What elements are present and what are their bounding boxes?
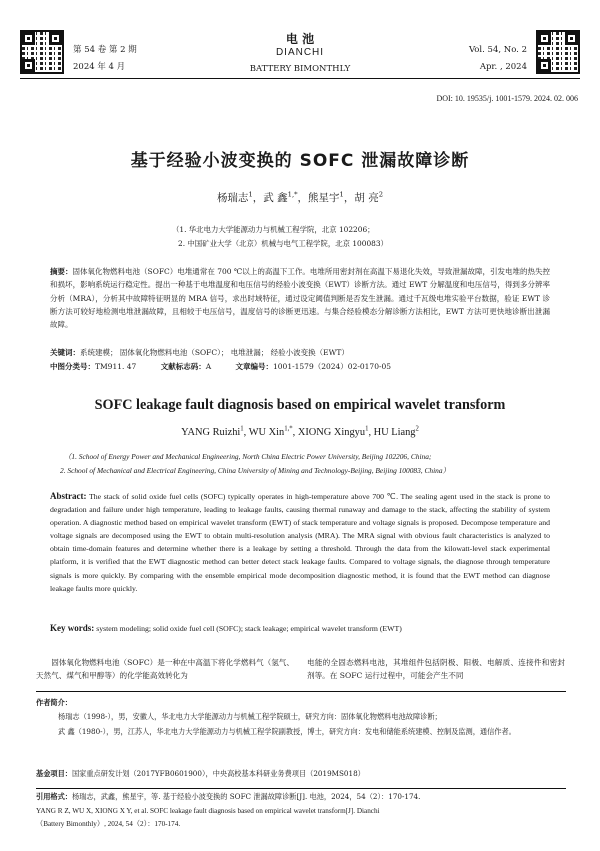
keywords-en-text: system modeling; solid oxide fuel cell (SOFC); stack leakage; empirical wavelet transform (EWT): [96, 624, 402, 633]
abstract-cn-text: 固体氧化物燃料电池（SOFC）电堆通常在 700 ℃以上的高温下工作。电堆所用密封剂在高温下易退化失效，导致泄漏故障，引发电堆的热失控和损坏，影响系统运行稳定性。提出一种基于电堆温度和电压信号的经验小波变换（EWT）诊断方法。通过 EWT 分解温度和电压信号，得到多分辨率分析（MRA），分析其中故障特征明显的 MRA 信号，求出时域特征，通过设定阈值判断是否发生泄漏。通过千瓦级电堆实验平台数据，验证 EWT 诊断方法可较好地检测电堆泄漏故障，且相较于电压信号，温度信号的诊断更迅速。与集合经验模态分解诊断方法相比，EWT 方法可更快地诊断出泄漏故障。: [50, 267, 550, 330]
title-cn: 基于经验小波变换的 SOFC 泄漏故障诊断: [130, 151, 470, 171]
keywords-en-label: Key words:: [50, 623, 95, 633]
about-author-label: 作者简介：: [36, 698, 72, 707]
abstract-en-text: The stack of solid oxide fuel cells (SOFC) typically operates in high-temperature above 700 ℃. The sealing agent used in the stack is prone to degradation and failure under high temperature, leading to leakage faults, causing thermal runaway and damage to the stack, affecting the stability of system operation. A diagnostic method based on empirical wavelet transform (EWT) of stack temperature and voltage signals is proposed. Decompose temperature and voltage signals are decomposed using the EWT to obtain multi-resolution analysis (MRA). The MRA signal with obvious fault characteristics is analyzed to obtain time-domain features and determine whether there is a leakage by setting a threshold. Through the data from the kilowatt-level stack experimental platform, it is verified that the EWT diagnostic method can better detect stack leakage faults. Compared to voltage signals, the diagnose through temperature signals is more quickly. By comparing with the ensemble empirical mode decomposition diagnostic method, it is found that the EWT method can diagnose leakage faults more quickly.: [50, 492, 550, 593]
authors-en: YANG Ruizhi$^1$, WU Xin$^{1,*}$, XIONG Xingyu$^1$, HU Liang$^2$: [181, 425, 419, 438]
clc-label: 中图分类号：: [50, 362, 95, 371]
citation-cn: [36, 791, 420, 804]
author-en: HU Liang: [373, 427, 416, 438]
author-cn: 武 鑫: [263, 192, 288, 204]
affiliation-en-1: （1. School of Energy Power and Mechanical Engineering, North China Electric Power University, Beijing 102206, China;: [64, 452, 432, 461]
doi: DOI: 10. 19535/j. 1001-1579. 2024. 02. 006: [436, 94, 578, 103]
article-number-label: 文章编号：: [235, 362, 274, 371]
author-cn: 熊星宇: [308, 192, 340, 204]
author-sup: 1,*: [287, 190, 298, 199]
author-sup: 2: [378, 190, 384, 199]
author-sup: 1: [248, 190, 253, 199]
header-date: 2024 年 4 月: [73, 62, 126, 72]
citation-en-2: （Battery Bimonthly）, 2024, 54（2）：170-174.: [36, 820, 181, 828]
author-sup: 2: [415, 425, 419, 433]
author-separator: ，: [297, 192, 309, 204]
journal-subtitle: BATTERY BIMONTHLY: [249, 64, 351, 74]
journal-title-cn: 电 池: [285, 32, 315, 46]
author-cn: 胡 亮: [354, 192, 379, 204]
author-separator: ，: [343, 192, 355, 204]
journal-masthead: [220, 32, 380, 75]
footnote-rule: [36, 691, 566, 692]
author-bio-2: 武 鑫（1980-），男，江苏人，华北电力大学能源动力与机械工程学院副教授，博士，研究方向：发电和储能系统建模、控制及监测，通信作者。: [58, 727, 516, 736]
right-qr-code-icon: [536, 30, 580, 74]
title-en: SOFC leakage fault diagnosis based on empirical wavelet transform: [94, 397, 506, 413]
fund-label: 基金项目：: [36, 769, 72, 778]
header-volume-issue: 第 54 卷 第 2 期: [73, 45, 137, 55]
affiliation-cn-1: （1. 华北电力大学能源动力与机械工程学院，北京 102206；: [172, 225, 375, 234]
doc-code: A: [205, 362, 212, 371]
affiliation-cn-2: 2. 中国矿业大学（北京）机械与电气工程学院，北京 100083）: [178, 239, 388, 248]
author-sup: 1: [339, 190, 344, 199]
abstract-en: [50, 490, 550, 595]
body-column-left: 固体氧化物燃料电池（SOFC）是一种在中高温下将化学燃料气（氢气、天然气、煤气和甲醇等）的化学能高效转化为: [36, 658, 294, 680]
doc-code-label: 文献标志码：: [160, 362, 206, 371]
abstract-cn-label: 摘要：: [50, 267, 73, 276]
abstract-en-label: Abstract:: [50, 491, 87, 501]
keywords-cn: [50, 346, 550, 359]
author-en: XIONG Xingyu: [297, 427, 366, 438]
fund-text: 国家重点研发计划（2017YFB0601900），中央高校基本科研业务费项目（2019MS018）: [71, 769, 365, 778]
author-cn: 杨瑞志: [216, 192, 249, 204]
header-rule: [20, 78, 580, 79]
fund-info: [36, 768, 365, 781]
abstract-cn: [50, 265, 550, 331]
journal-title-en: DIANCHI: [275, 47, 325, 58]
author-sup: 1: [365, 425, 369, 433]
keywords-en: [50, 622, 550, 635]
citation-cn-text: 杨瑞志，武鑫，熊星宇，等. 基于经验小波变换的 SOFC 泄漏故障诊断[J]. 电池，2024，54（2）：170-174.: [71, 792, 421, 801]
citation-rule: [36, 788, 566, 789]
authors-cn: [0, 190, 600, 205]
author-separator: ，: [252, 192, 264, 204]
author-bio-1: 杨瑞志（1998-），男，安徽人，华北电力大学能源动力与机械工程学院硕士，研究方向：固体氧化物燃料电池故障诊断；: [58, 712, 442, 721]
author-en: YANG Ruizhi: [181, 427, 241, 438]
header-date-en: Apr. , 2024: [479, 62, 527, 72]
author-sup: 1,*: [284, 425, 293, 433]
keywords-cn-text: 系统建模； 固体氧化物燃料电池（SOFC）； 电堆泄漏； 经验小波变换（EWT）: [80, 348, 349, 357]
clc-number: TM911. 47: [95, 362, 137, 371]
author-sup: 1: [240, 425, 244, 433]
header-volume-issue-en: Vol. 54, No. 2: [468, 45, 527, 55]
article-number: 1001-1579（2024）02-0170-05: [273, 362, 392, 371]
author-en: WU Xin: [248, 427, 285, 438]
keywords-cn-label: 关键词：: [50, 348, 80, 357]
affiliation-en-2: 2. School of Mechanical and Electrical Engineering, China University of Mining and Technology-Beijing, Beijing 100083, China）: [60, 466, 450, 475]
classification-cn: [50, 360, 550, 373]
citation-en-1: YANG R Z, WU X, XIONG X Y, et al. SOFC leakage fault diagnosis based on empirical wavelet transform[J]. Dianchi: [36, 807, 380, 815]
body-column-right: 电能的全固态燃料电池，其堆组件包括阴极、阳极、电解质、连接件和密封剂等。在 SOFC 运行过程中，可能会产生不同: [307, 658, 565, 680]
citation-label: 引用格式：: [36, 792, 72, 801]
left-qr-code-icon: [20, 30, 64, 74]
